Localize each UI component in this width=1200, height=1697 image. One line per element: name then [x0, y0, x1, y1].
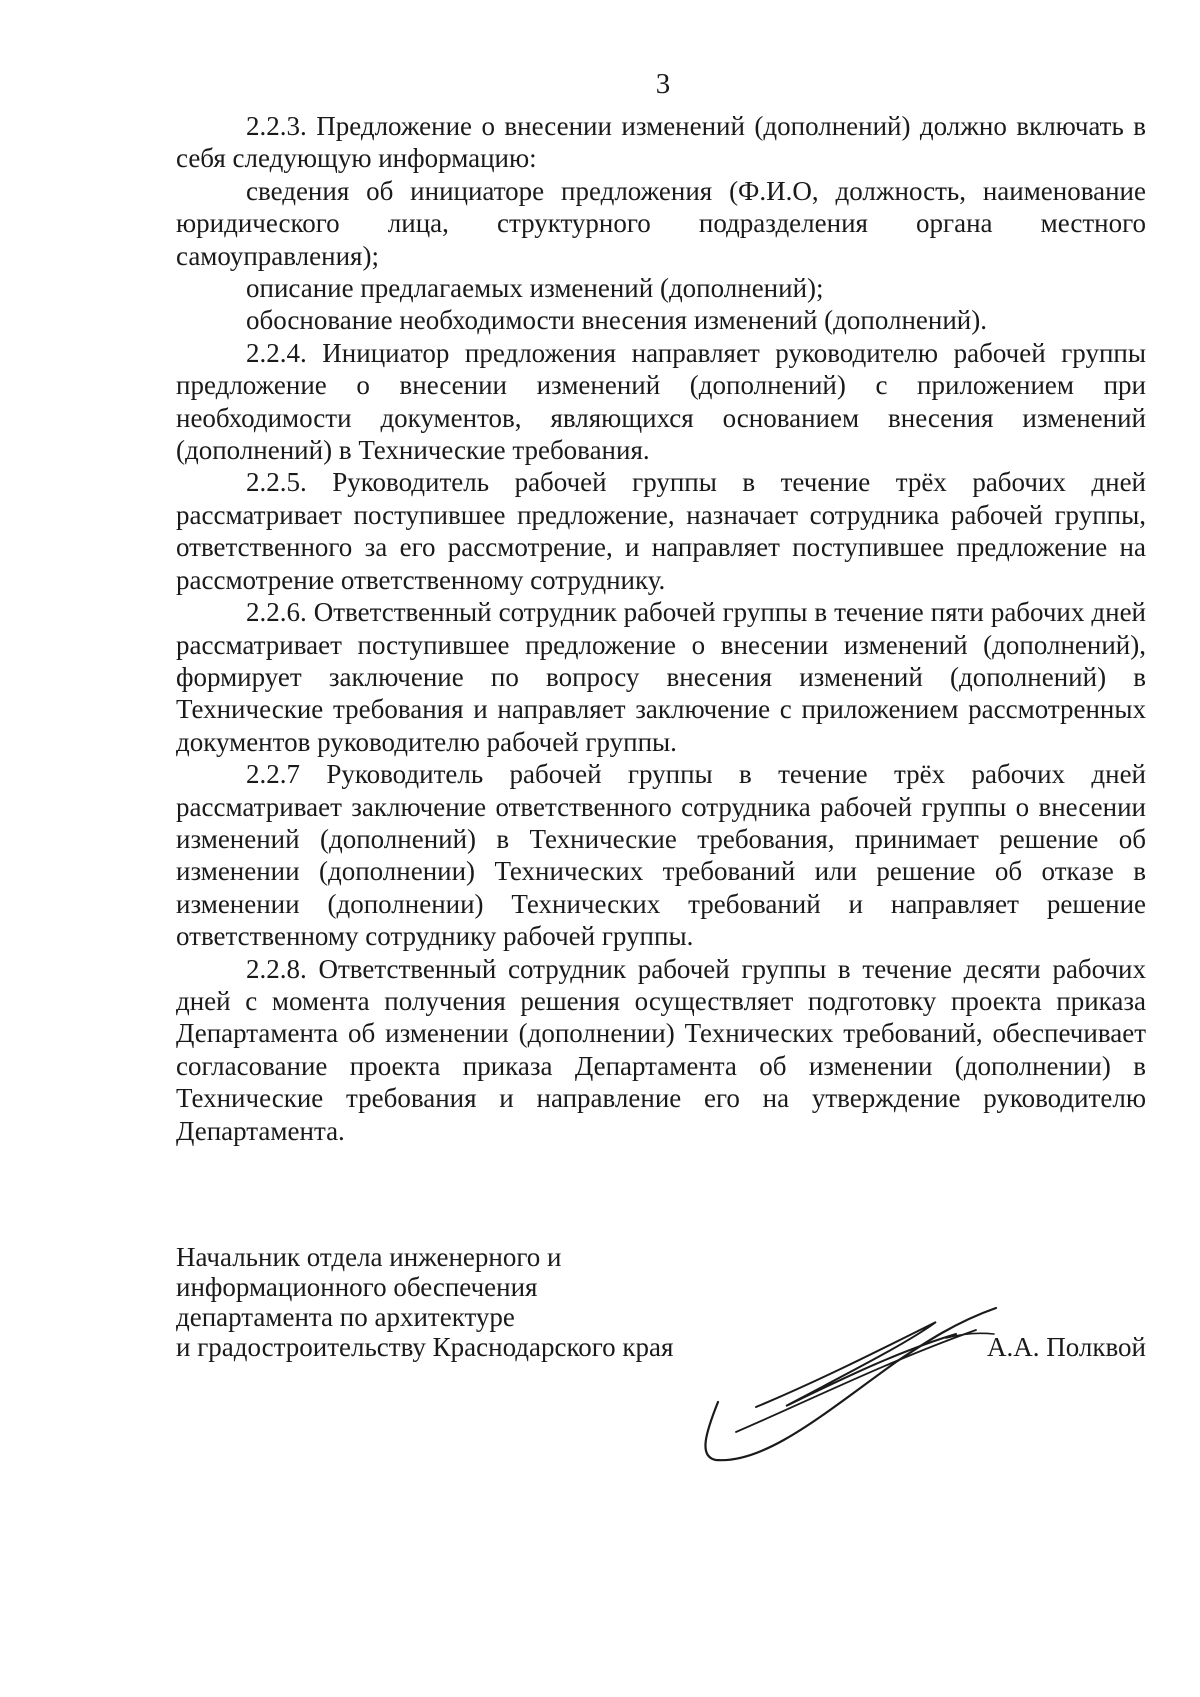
paragraph-2-2-7: 2.2.7 Руководитель рабочей группы в течение трёх рабочих дней рассматривает заключение ответственного сотрудника рабочей группы о внесении изменений (дополнений) в Технические требования, принимает решение об изменении (дополнении) Технических требований или решение об отказе в изменении (дополнении) Технических требований и направляет решение ответственному сотруднику рабочей группы.	[176, 759, 1146, 952]
signer-title	[176, 1242, 736, 1362]
paragraph-2-2-6: 2.2.6. Ответственный сотрудник рабочей группы в течение пяти рабочих дней рассматривает поступившее предложение о внесении изменений (дополнений), формирует заключение по вопросу внесения изменений (дополнений) в Технические требования и направляет заключение с приложением рассмотренных документов руководителю рабочей группы.	[176, 597, 1146, 757]
list-item-justification: обоснование необходимости внесения изменений (дополнений).	[246, 305, 987, 336]
signer-title-line: информационного обеспечения	[176, 1272, 538, 1302]
list-item-description: описание предлагаемых изменений (дополнений);	[246, 273, 824, 304]
page-number: 3	[655, 68, 671, 100]
signature-block	[176, 1242, 1146, 1462]
handwritten-signature	[676, 1282, 1006, 1472]
signer-title-line: Начальник отдела инженерного и	[176, 1242, 562, 1272]
signer-title-line: и градостроительству Краснодарского края	[176, 1332, 674, 1362]
paragraph-2-2-3: 2.2.3. Предложение о внесении изменений (дополнений) должно включать в себя следующую информацию:	[176, 111, 1146, 174]
signer-title-line: департамента по архитектуре	[176, 1302, 515, 1332]
paragraph-2-2-8: 2.2.8. Ответственный сотрудник рабочей группы в течение десяти рабочих дней с момента получения решения осуществляет подготовку проекта приказа Департамента об изменении (дополнении) Технических требований, обеспечивает согласование проекта приказа Департамента об изменении (дополнении) в Технические требования и направление его на утверждение руководителю Департамента.	[176, 953, 1146, 1146]
paragraph-2-2-4: 2.2.4. Инициатор предложения направляет руководителю рабочей группы предложение о внесении изменений (дополнений) с приложением при необходимости документов, являющихся основанием внесения изменений (дополнений) в Технические требования.	[176, 337, 1146, 466]
paragraph-2-2-5: 2.2.5. Руководитель рабочей группы в течение трёх рабочих дней рассматривает поступившее предложение, назначает сотрудника рабочей группы, ответственного за его рассмотрение, и направляет поступившее предложение на рассмотрение ответственному сотруднику.	[176, 467, 1146, 595]
document-body	[176, 110, 1146, 1147]
list-item-initiator-info: сведения об инициаторе предложения (Ф.И.О, должность, наименование юридического лица, структурного подразделения органа местного самоуправления);	[176, 175, 1146, 271]
signer-name: А.А. Полквой	[987, 1332, 1146, 1362]
